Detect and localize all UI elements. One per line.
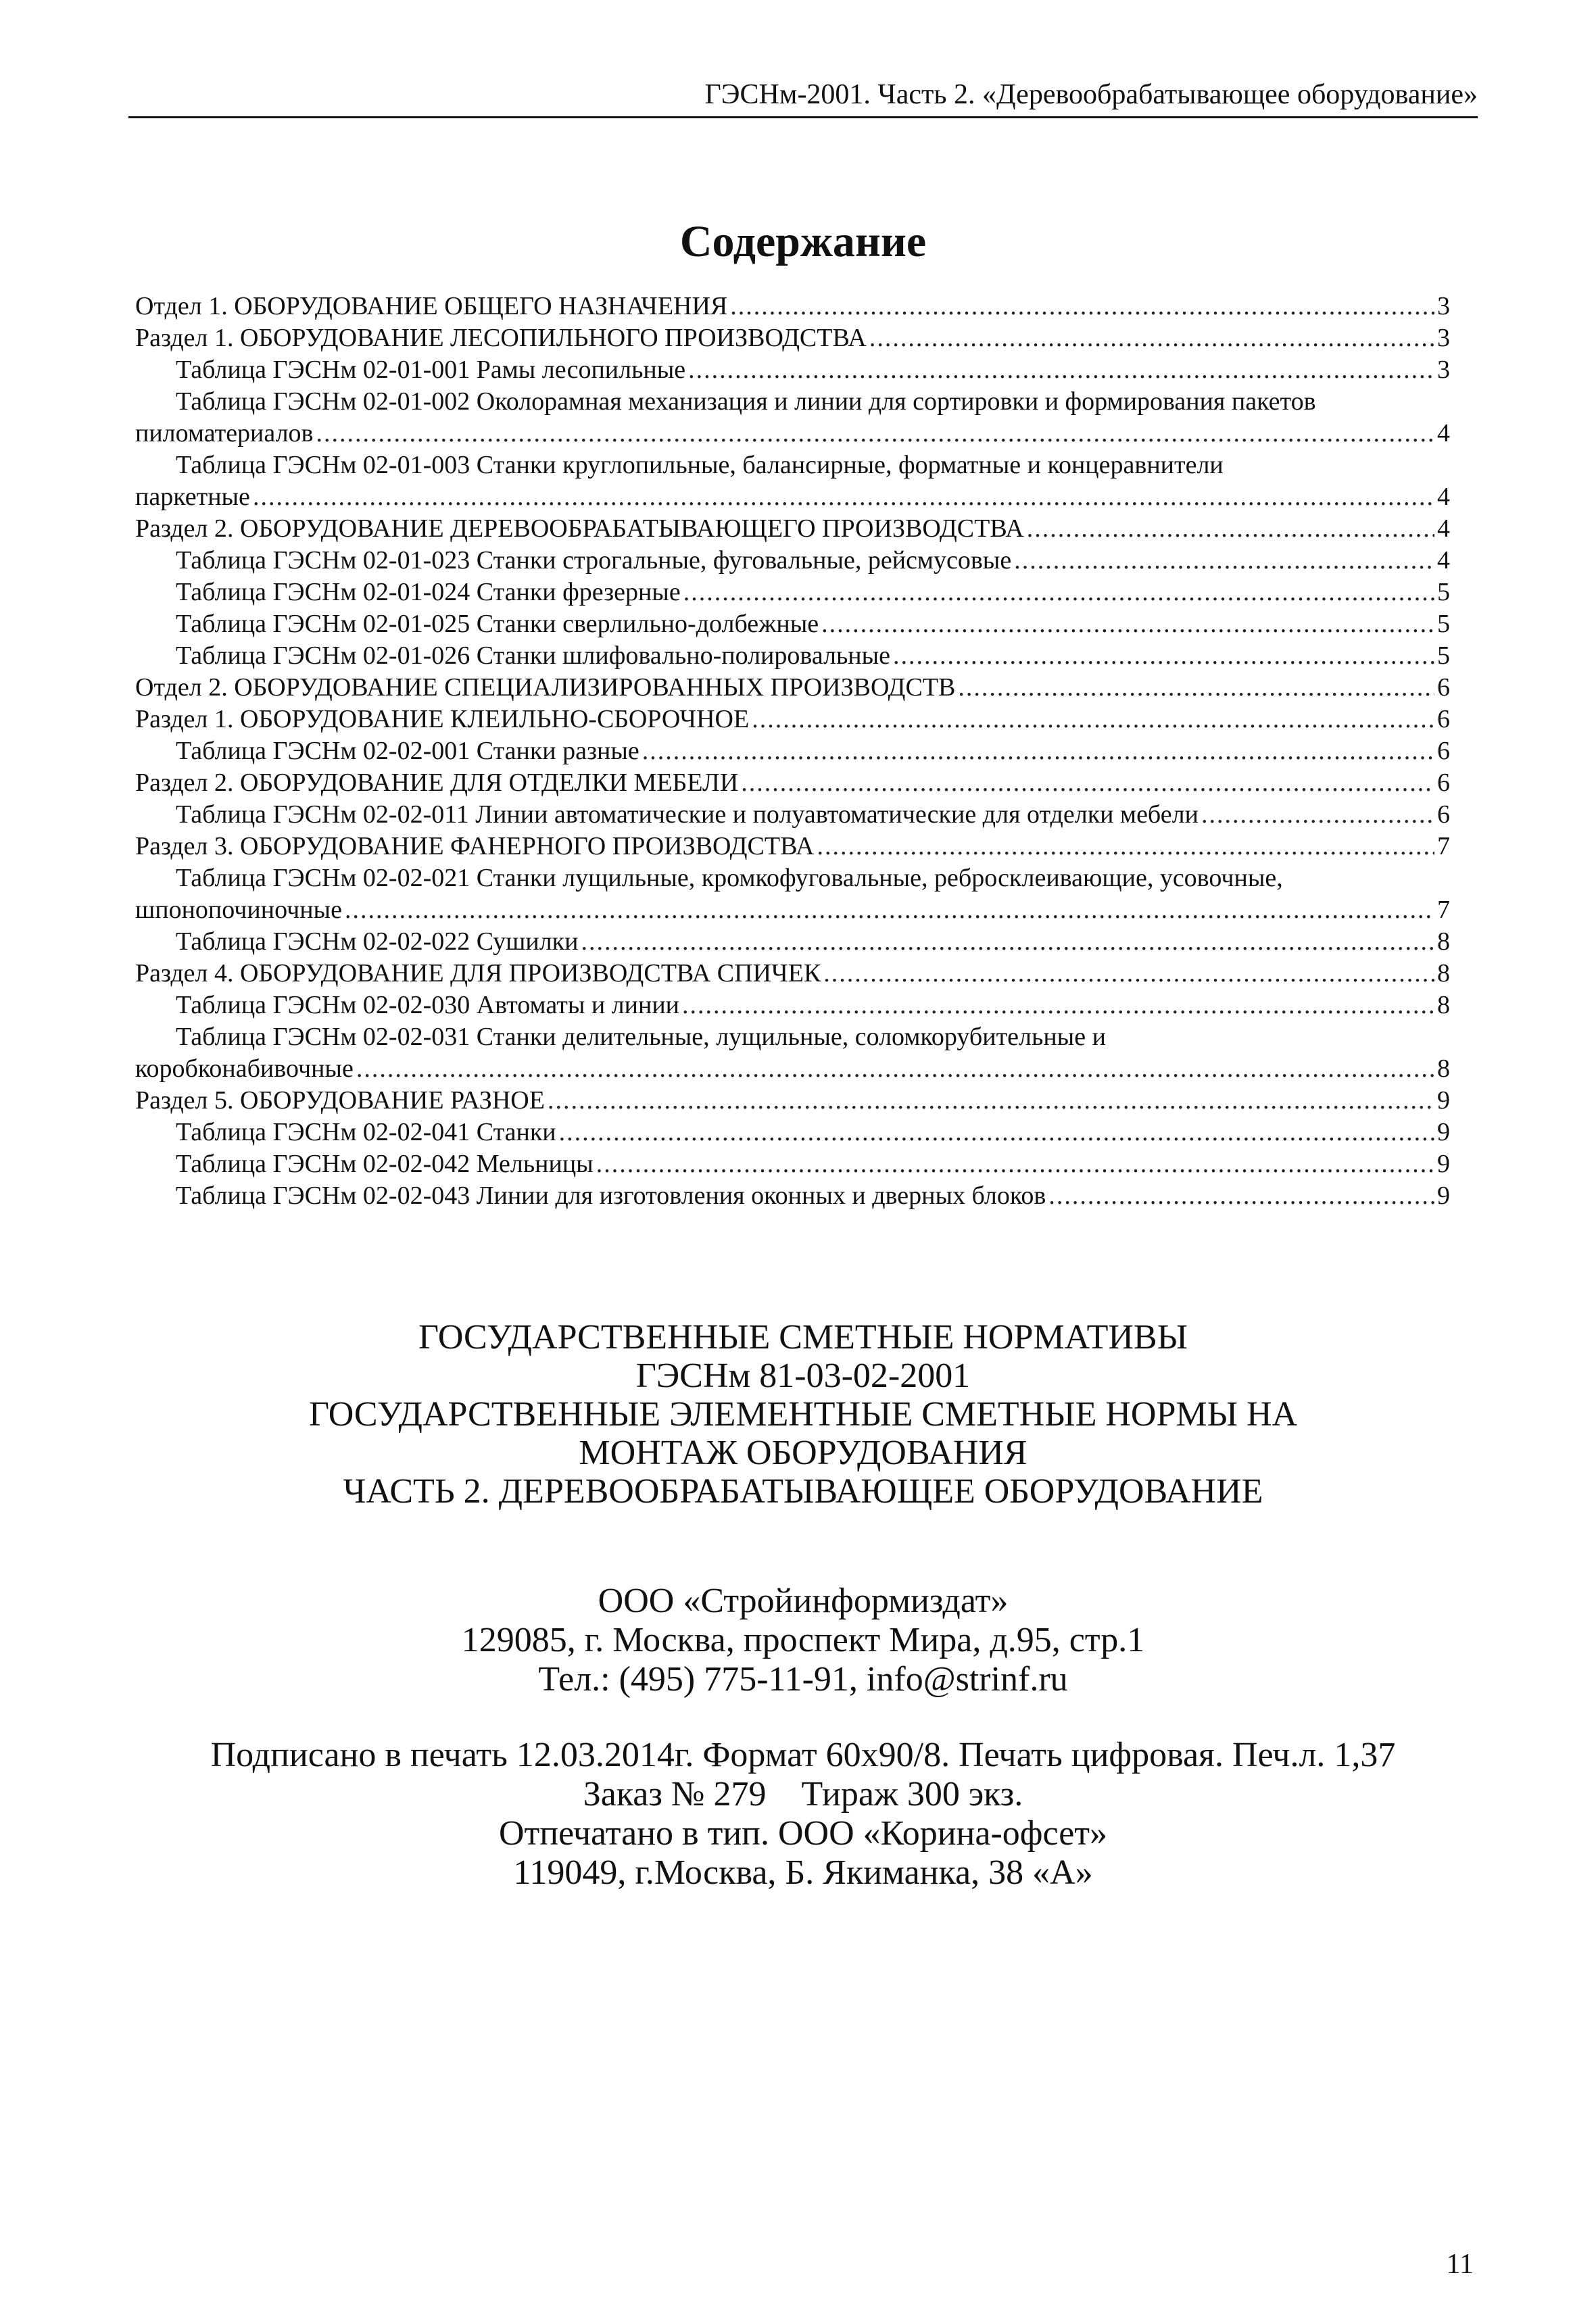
title-line: ГОСУДАРСТВЕННЫЕ ЭЛЕМЕНТНЫЕ СМЕТНЫЕ НОРМЫ НА xyxy=(308,1395,1298,1434)
imprint-line: Заказ № 279 Тираж 300 экз. xyxy=(583,1775,1023,1813)
toc-entry[interactable]: Раздел 2. ОБОРУДОВАНИЕ ДЕРЕВООБРАБАТЫВАЮЩЕГО ПРОИЗВОДСТВА ..... 4 xyxy=(135,513,1450,545)
toc-entry[interactable]: Таблица ГЭСНм 02-02-011 Линии автоматические и полуавтоматические для отделки мебели ..... 6 xyxy=(135,799,1450,831)
toc-entry[interactable]: Таблица ГЭСНм 02-01-026 Станки шлифовально-полировальные ..... 5 xyxy=(135,640,1450,672)
title-line: ГЭСНм 81-03-02-2001 xyxy=(635,1357,971,1395)
toc-entry-continuation[interactable]: пиломатериалов ..... 4 xyxy=(135,418,1450,449)
toc-entry-continuation[interactable]: шпонопочиночные ..... 7 xyxy=(135,894,1450,926)
page-number: 11 xyxy=(1446,2249,1474,2280)
toc-entry[interactable]: Таблица ГЭСНм 02-02-030 Автоматы и линии ..... 8 xyxy=(135,990,1450,1021)
header-rule xyxy=(128,116,1478,118)
toc-entry[interactable]: Таблица ГЭСНм 02-01-024 Станки фрезерные ..... 5 xyxy=(135,577,1450,608)
title-line: МОНТАЖ ОБОРУДОВАНИЯ xyxy=(579,1434,1027,1472)
toc-entry[interactable]: Раздел 1. ОБОРУДОВАНИЕ КЛЕИЛЬНО-СБОРОЧНОЕ ..... 6 xyxy=(135,704,1450,735)
toc-entry[interactable]: Раздел 3. ОБОРУДОВАНИЕ ФАНЕРНОГО ПРОИЗВОДСТВА ..... 7 xyxy=(135,831,1450,862)
toc-entry[interactable]: Отдел 1. ОБОРУДОВАНИЕ ОБЩЕГО НАЗНАЧЕНИЯ ..... 3 xyxy=(135,291,1450,322)
toc-entry[interactable]: Раздел 1. ОБОРУДОВАНИЕ ЛЕСОПИЛЬНОГО ПРОИЗВОДСТВА ..... 3 xyxy=(135,322,1450,354)
toc-entry[interactable]: Таблица ГЭСНм 02-02-022 Сушилки ..... 8 xyxy=(135,926,1450,958)
toc-entry[interactable]: Раздел 4. ОБОРУДОВАНИЕ ДЛЯ ПРОИЗВОДСТВА СПИЧЕК ..... 8 xyxy=(135,958,1450,990)
toc-entry[interactable]: Таблица ГЭСНм 02-02-043 Линии для изготовления оконных и дверных блоков ..... 9 xyxy=(135,1180,1450,1212)
toc-entry[interactable]: Таблица ГЭСНм 02-02-031 Станки делительные, лущильные, соломкорубительные и xyxy=(176,1023,1106,1051)
publisher-contact: Тел.: (495) 775-11-91, info@strinf.ru xyxy=(538,1660,1068,1699)
toc-entry[interactable]: Таблица ГЭСНм 02-01-001 Рамы лесопильные ..... 3 xyxy=(135,354,1450,386)
publisher-block xyxy=(128,1582,1478,1699)
toc-entry[interactable]: Таблица ГЭСНм 02-01-025 Станки сверлильно-долбежные ..... 5 xyxy=(135,608,1450,640)
running-header: ГЭСНм-2001. Часть 2. «Деревообрабатывающее оборудование» xyxy=(704,79,1478,110)
imprint-line: Отпечатано в тип. ООО «Корина-офсет» xyxy=(499,1814,1107,1853)
title-line: ГОСУДАРСТВЕННЫЕ СМЕТНЫЕ НОРМАТИВЫ xyxy=(418,1318,1188,1357)
toc-entry[interactable]: Таблица ГЭСНм 02-02-041 Станки ..... 9 xyxy=(135,1117,1450,1148)
toc-title: Содержание xyxy=(679,217,927,266)
toc-entry[interactable]: Таблица ГЭСНм 02-02-001 Станки разные ..... 6 xyxy=(135,735,1450,767)
table-of-contents xyxy=(135,291,1450,1212)
toc-entry[interactable]: Таблица ГЭСНм 02-01-003 Станки круглопильные, балансирные, форматные и концеравнители xyxy=(176,451,1224,479)
publisher-name: ООО «Стройинформиздат» xyxy=(598,1582,1009,1620)
imprint-block xyxy=(128,1736,1478,1893)
toc-entry[interactable]: Отдел 2. ОБОРУДОВАНИЕ СПЕЦИАЛИЗИРОВАННЫХ ПРОИЗВОДСТВ ..... 6 xyxy=(135,672,1450,704)
imprint-line: 119049, г.Москва, Б. Якиманка, 38 «А» xyxy=(513,1853,1093,1892)
toc-entry[interactable]: Таблица ГЭСНм 02-02-042 Мельницы ..... 9 xyxy=(135,1148,1450,1180)
toc-entry[interactable]: Таблица ГЭСНм 02-01-023 Станки строгальные, фуговальные, рейсмусовые ..... 4 xyxy=(135,545,1450,577)
toc-entry[interactable]: Раздел 2. ОБОРУДОВАНИЕ ДЛЯ ОТДЕЛКИ МЕБЕЛИ ..... 6 xyxy=(135,767,1450,799)
title-line: ЧАСТЬ 2. ДЕРЕВООБРАБАТЫВАЮЩЕЕ ОБОРУДОВАНИЕ xyxy=(343,1472,1263,1511)
document-title-block xyxy=(128,1318,1478,1511)
toc-entry-continuation[interactable]: коробконабивочные ..... 8 xyxy=(135,1053,1450,1085)
toc-entry[interactable]: Раздел 5. ОБОРУДОВАНИЕ РАЗНОЕ ..... 9 xyxy=(135,1085,1450,1117)
toc-entry[interactable]: Таблица ГЭСНм 02-01-002 Околорамная механизация и линии для сортировки и формирования пакетов xyxy=(176,387,1316,416)
imprint-line: Подписано в печать 12.03.2014г. Формат 60х90/8. Печать цифровая. Печ.л. 1,37 xyxy=(210,1736,1396,1774)
toc-entry[interactable]: Таблица ГЭСНм 02-02-021 Станки лущильные, кромкофуговальные, ребросклеивающие, усовочные, xyxy=(176,864,1283,892)
toc-entry-continuation[interactable]: паркетные ..... 4 xyxy=(135,481,1450,513)
publisher-address: 129085, г. Москва, проспект Мира, д.95, стр.1 xyxy=(461,1621,1145,1659)
